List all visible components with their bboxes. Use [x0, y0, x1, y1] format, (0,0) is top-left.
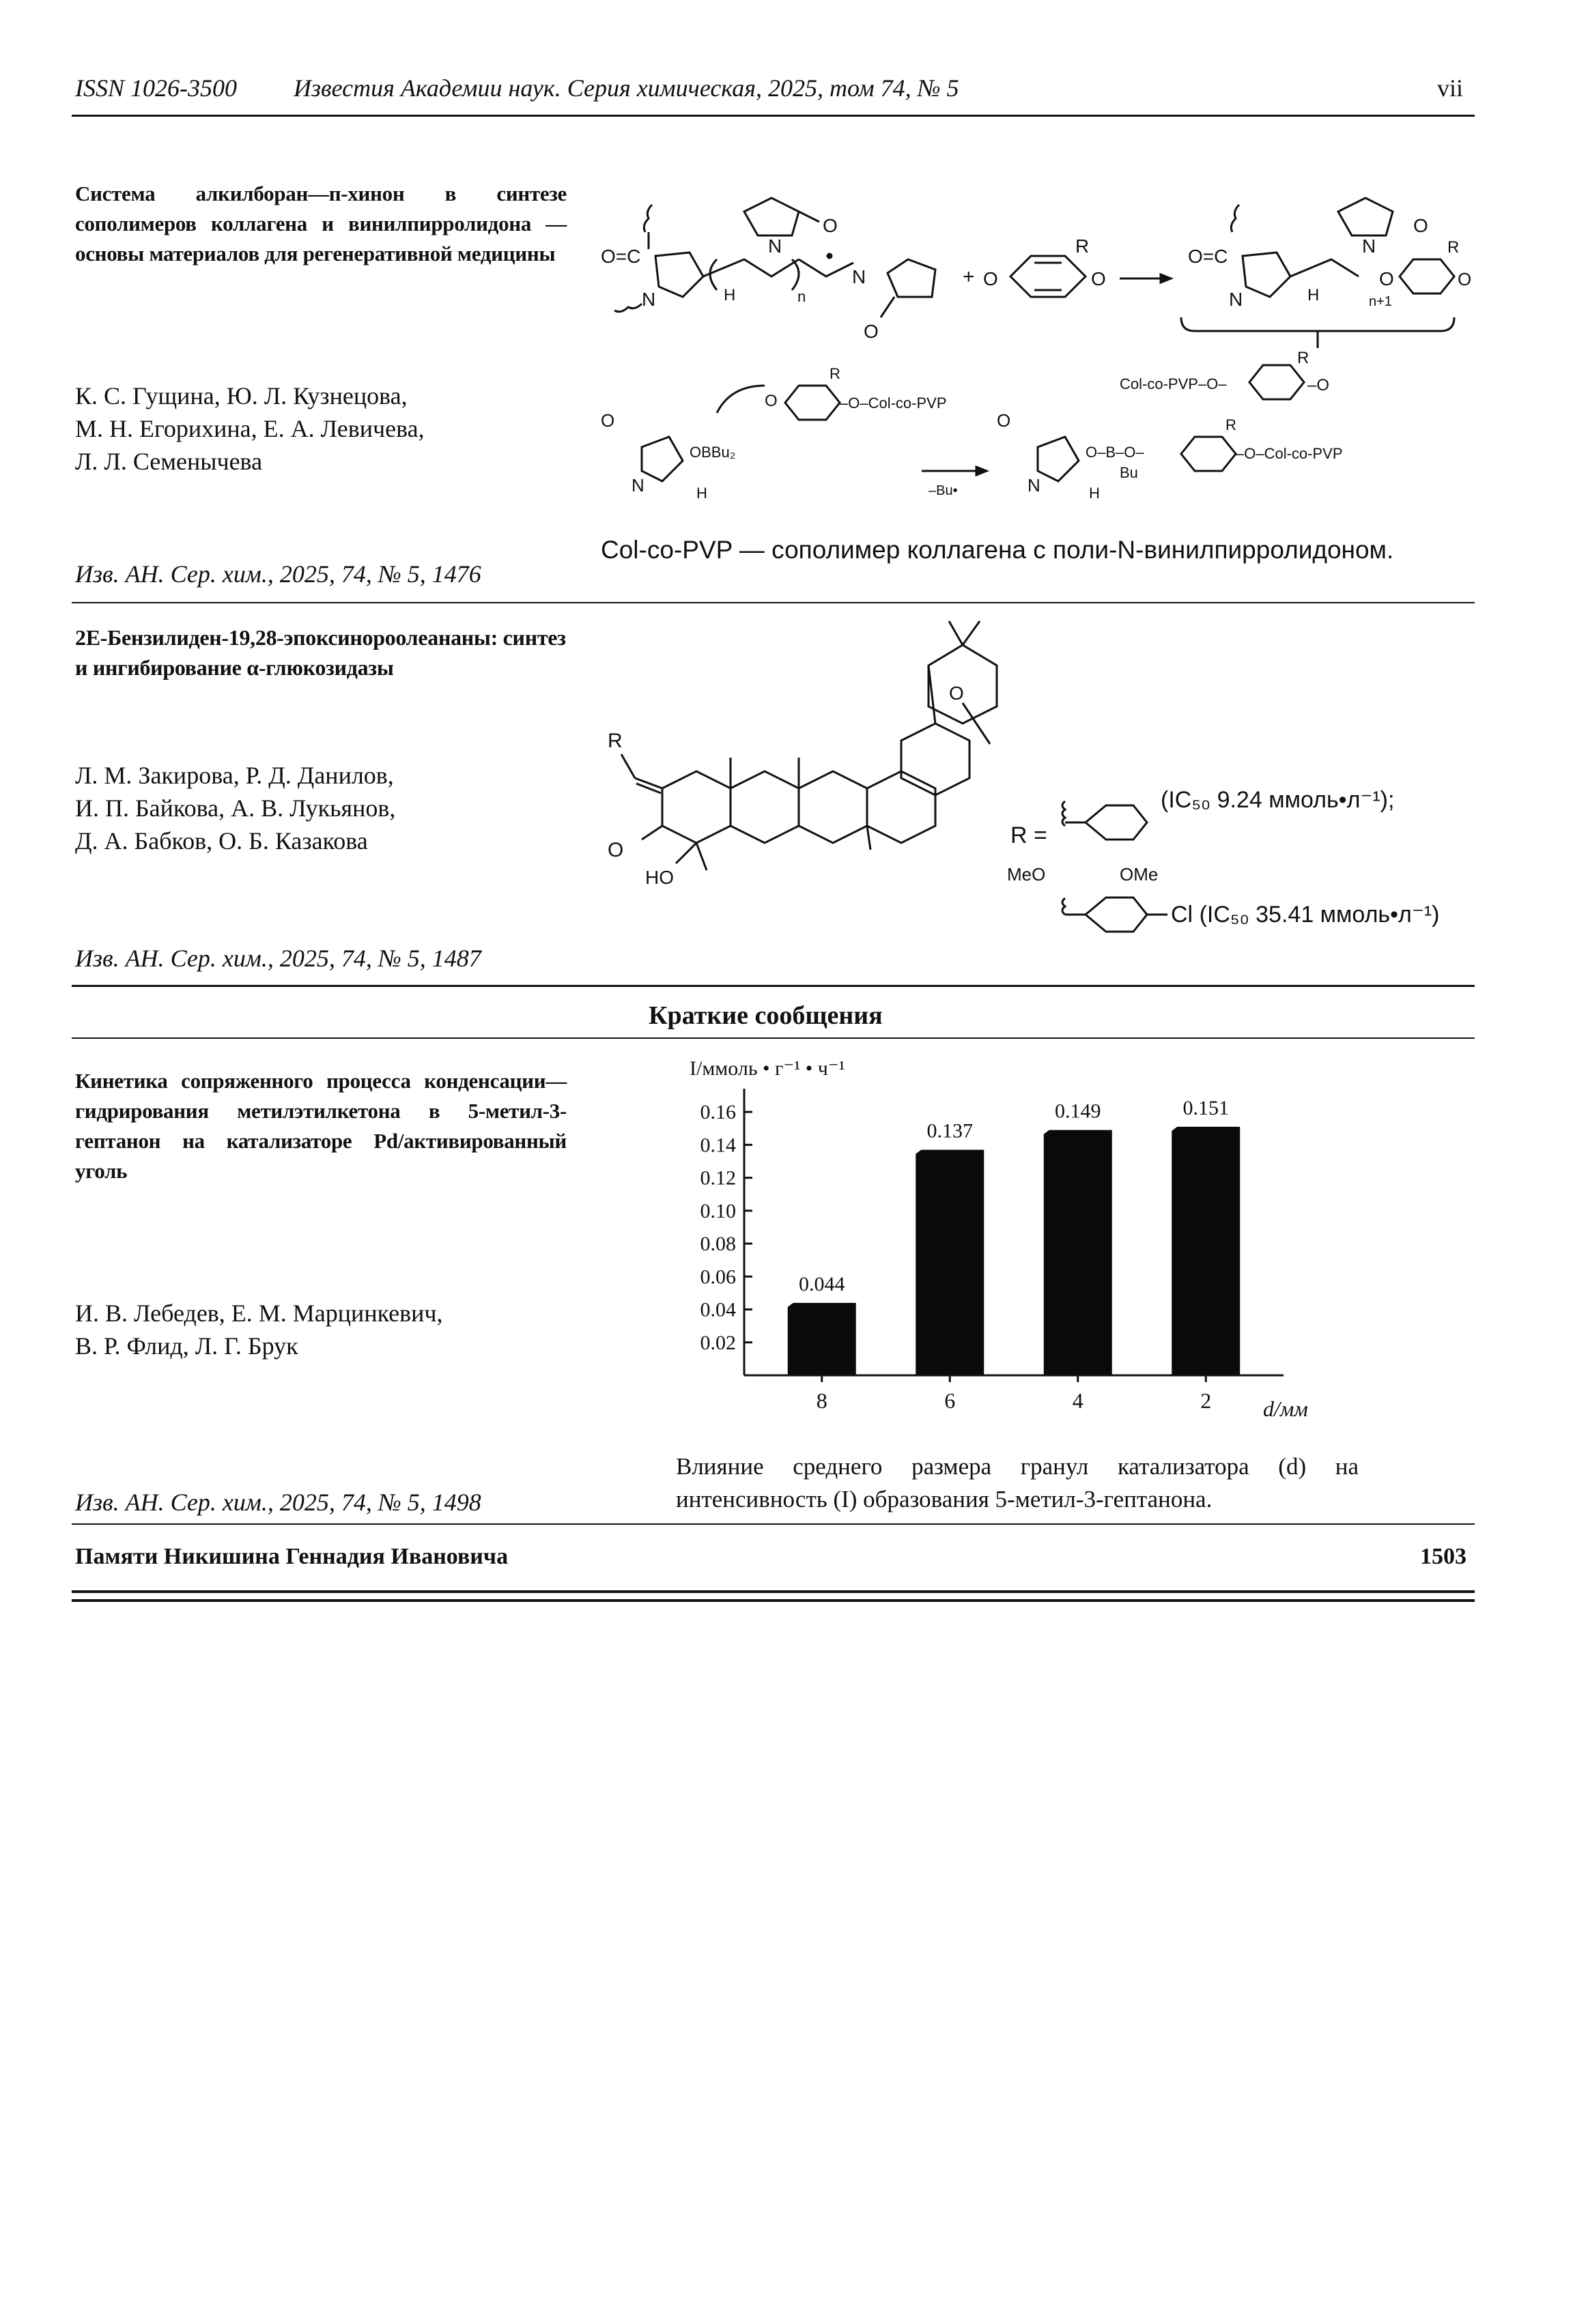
y-tick-label: 0.12 [700, 1166, 736, 1190]
bar-value-label: 0.137 [926, 1119, 973, 1143]
svg-text:R =: R = [1010, 822, 1047, 848]
svg-text:O: O [949, 683, 964, 704]
chart-xlabel: d/мм [1263, 1396, 1308, 1421]
svg-text:O: O [1091, 268, 1106, 289]
svg-text:R: R [1297, 349, 1309, 367]
page-roman: vii [1437, 74, 1464, 102]
svg-text:O: O [864, 321, 879, 342]
author-line: В. Р. Флид, Л. Г. Брук [75, 1332, 298, 1360]
footer-double-rule-2 [72, 1599, 1475, 1602]
author-line: Л. Л. Семенычева [75, 448, 263, 475]
svg-text:n: n [797, 288, 806, 305]
bar-4 [1044, 1130, 1112, 1375]
memorial-title: Памяти Никишина Геннадия Ивановича [75, 1544, 509, 1569]
section-rule-bottom [72, 1037, 1475, 1039]
svg-text:O=C: O=C [1188, 246, 1228, 267]
y-tick-label: 0.14 [700, 1134, 736, 1157]
article2-authors [75, 759, 567, 857]
svg-text:O: O [823, 215, 838, 236]
svg-text:R: R [1225, 416, 1236, 433]
article-divider [72, 602, 1475, 603]
bar-value-label: 0.149 [1055, 1100, 1101, 1123]
header-rule [72, 115, 1475, 117]
article1-title: Система алкилборан—п-хинон в синтезе сополимеров коллагена и винилпирролидона — основы материалов для регенеративной медицины [75, 182, 567, 266]
short-title: Кинетика сопряженного процесса конденсации—гидрирования метилэтилкетона в 5-метил-3-гептанон на катализаторе Pd/активированный уголь [75, 1069, 567, 1183]
x-tick-label: 6 [944, 1388, 956, 1413]
svg-text:N: N [1229, 289, 1243, 310]
svg-text:R: R [830, 365, 840, 382]
x-tick-label: 4 [1072, 1388, 1083, 1413]
article2-title: 2E-Бензилиден-19,28-эпоксинороолеананы: синтез и ингибирование α-глюкозидазы [75, 625, 566, 680]
svg-text:N: N [1028, 475, 1040, 496]
author-line: Д. А. Бабков, О. Б. Казакова [75, 827, 368, 855]
ic50-second-value: (IC₅₀ 35.41 ммоль•л⁻¹) [1199, 902, 1440, 928]
svg-text:+: + [963, 266, 975, 288]
svg-text:OMe: OMe [1120, 864, 1159, 885]
svg-text:H: H [724, 286, 736, 304]
svg-text:O: O [765, 392, 778, 410]
svg-text:O: O [601, 410, 615, 431]
bar-value-label: 0.151 [1182, 1096, 1229, 1119]
svg-text:N: N [1362, 235, 1376, 257]
svg-text:O: O [997, 410, 1011, 431]
bar-value-label: 0.044 [799, 1272, 845, 1295]
svg-text:R: R [608, 730, 623, 752]
journal-issn: ISSN 1026-3500 [75, 74, 237, 102]
bar-6 [916, 1150, 984, 1375]
y-tick-label: 0.02 [700, 1331, 736, 1354]
oleanane-structure [594, 614, 1475, 942]
svg-text:R: R [1447, 238, 1460, 257]
author-line: К. С. Гущина, Ю. Л. Кузнецова, [75, 382, 408, 410]
article1-reaction-scheme [594, 184, 1475, 526]
svg-text:H: H [1089, 485, 1100, 502]
svg-text:O=C: O=C [601, 246, 641, 267]
svg-text:O: O [1379, 268, 1394, 289]
memorial-page: 1503 [1420, 1544, 1466, 1569]
y-axis [700, 1089, 753, 1375]
author-line: Л. М. Закирова, Р. Д. Данилов, [75, 762, 394, 789]
svg-text:O: O [983, 268, 998, 289]
footer-rule-top [72, 1523, 1475, 1525]
bar-8 [788, 1303, 856, 1375]
figure-caption: Влияние среднего размера гранул катализатора (d) на интенсивность (I) образования 5-метил-3-гептанона. [676, 1453, 1359, 1512]
svg-text:O: O [1413, 215, 1428, 236]
x-axis [744, 1375, 1284, 1413]
x-tick-label: 2 [1200, 1388, 1212, 1413]
short-citation: Изв. АН. Сер. хим., 2025, 74, № 5, 1498 [75, 1489, 481, 1516]
ic50-second [1171, 901, 1439, 928]
col-fragment-left [601, 198, 935, 342]
journal-title: Известия Академии наук. Серия химическая, 2025, том 74, № 5 [294, 74, 959, 102]
bar-2 [1172, 1127, 1240, 1375]
svg-text:N: N [632, 475, 644, 496]
svg-text:H: H [1307, 286, 1320, 304]
article1-authors [75, 379, 567, 478]
bars [788, 1097, 1241, 1375]
svg-text:MeO: MeO [1007, 864, 1046, 885]
svg-text:O–B–O–: O–B–O– [1086, 444, 1144, 461]
y-tick-label: 0.16 [700, 1101, 736, 1124]
article1-citation: Изв. АН. Сер. хим., 2025, 74, № 5, 1476 [75, 560, 481, 588]
y-tick-label: 0.08 [700, 1233, 736, 1256]
svg-text:Col-co-PVP–O–: Col-co-PVP–O– [1120, 375, 1227, 392]
svg-text:O: O [1458, 269, 1472, 289]
svg-text:O: O [608, 839, 624, 861]
svg-text:HO: HO [645, 867, 674, 888]
svg-text:Bu: Bu [1120, 464, 1138, 481]
short-authors [75, 1297, 567, 1362]
y-tick-label: 0.10 [700, 1199, 736, 1222]
svg-text:N: N [768, 235, 782, 257]
quinone [983, 235, 1106, 297]
author-line: И. В. Лебедев, Е. М. Марцинкевич, [75, 1300, 443, 1327]
svg-text:N: N [642, 289, 656, 310]
svg-text:OBBu₂: OBBu₂ [690, 444, 736, 461]
x-tick-label: 8 [816, 1388, 827, 1413]
footer-double-rule-1 [72, 1590, 1475, 1593]
author-line: М. Н. Егорихина, Е. А. Левичева, [75, 415, 425, 442]
svg-text:–O–Col-co-PVP: –O–Col-co-PVP [840, 394, 947, 412]
author-line: И. П. Байкова, А. В. Лукьянов, [75, 794, 396, 822]
svg-text:R: R [1075, 235, 1090, 257]
article2-citation: Изв. АН. Сер. хим., 2025, 74, № 5, 1487 [75, 945, 481, 972]
y-tick-label: 0.04 [700, 1298, 736, 1321]
svg-text:N: N [852, 266, 866, 287]
svg-text:–Bu•: –Bu• [929, 483, 958, 498]
svg-text:–O–Col-co-PVP: –O–Col-co-PVP [1236, 445, 1343, 462]
article1-scheme-caption: Col-co-PVP — сополимер коллагена с поли-N-винилпирролидоном. [601, 536, 1394, 564]
svg-text:H: H [696, 485, 707, 502]
product-fragment [1181, 198, 1471, 348]
bar-chart [669, 1055, 1338, 1430]
section-rule-top [72, 985, 1475, 987]
section-title: Краткие сообщения [649, 1001, 883, 1030]
chart-ylabel: I/ммоль • г⁻¹ • ч⁻¹ [690, 1057, 845, 1080]
svg-text:–O: –O [1307, 376, 1330, 394]
ic50-first: (IC₅₀ 9.24 ммоль•л⁻¹); [1161, 787, 1395, 813]
y-tick-label: 0.06 [700, 1265, 736, 1289]
svg-text:n+1: n+1 [1369, 294, 1392, 309]
chloro-label: Cl [1171, 902, 1193, 928]
